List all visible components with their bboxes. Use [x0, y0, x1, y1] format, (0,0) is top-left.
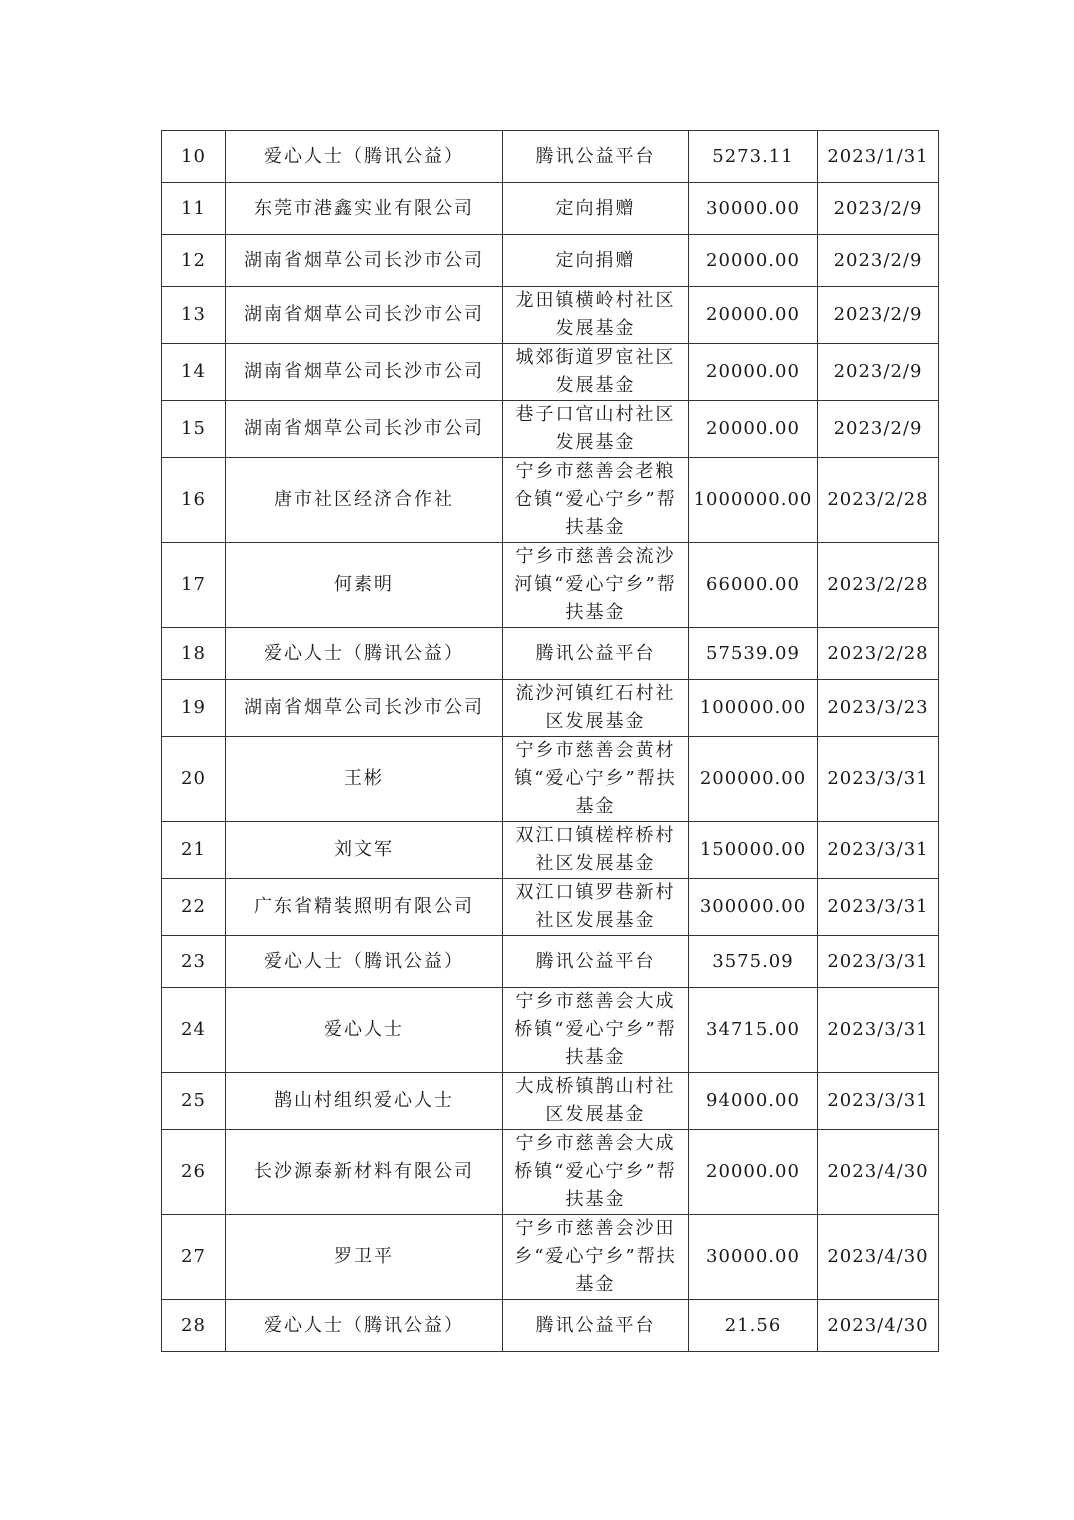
row-number-cell: 24 [162, 988, 226, 1073]
amount-cell: 94000.00 [689, 1073, 818, 1130]
table-row [162, 680, 939, 737]
row-number-cell: 17 [162, 543, 226, 628]
table-row [162, 1073, 939, 1130]
donor-cell: 爱心人士（腾讯公益） [226, 131, 503, 183]
date-cell: 2023/2/9 [818, 235, 939, 287]
table-row [162, 822, 939, 879]
donor-cell: 刘文军 [226, 822, 503, 879]
donor-cell: 鹊山村组织爱心人士 [226, 1073, 503, 1130]
donor-cell: 罗卫平 [226, 1215, 503, 1300]
row-number-cell: 14 [162, 344, 226, 401]
table-row [162, 131, 939, 183]
row-number-cell: 12 [162, 235, 226, 287]
table-row [162, 287, 939, 344]
row-number-cell: 23 [162, 936, 226, 988]
amount-cell: 20000.00 [689, 344, 818, 401]
date-cell: 2023/2/9 [818, 183, 939, 235]
purpose-cell: 大成桥镇鹊山村社区发展基金 [503, 1073, 689, 1130]
amount-cell: 21.56 [689, 1300, 818, 1352]
donor-cell: 湖南省烟草公司长沙市公司 [226, 235, 503, 287]
table-row [162, 543, 939, 628]
row-number-cell: 21 [162, 822, 226, 879]
purpose-cell: 定向捐赠 [503, 235, 689, 287]
amount-cell: 150000.00 [689, 822, 818, 879]
row-number-cell: 19 [162, 680, 226, 737]
donor-cell: 唐市社区经济合作社 [226, 458, 503, 543]
table-body [162, 131, 939, 1352]
date-cell: 2023/4/30 [818, 1215, 939, 1300]
amount-cell: 57539.09 [689, 628, 818, 680]
donor-cell: 湖南省烟草公司长沙市公司 [226, 401, 503, 458]
amount-cell: 3575.09 [689, 936, 818, 988]
donor-cell: 长沙源泰新材料有限公司 [226, 1130, 503, 1215]
table-row [162, 988, 939, 1073]
row-number-cell: 27 [162, 1215, 226, 1300]
date-cell: 2023/3/31 [818, 822, 939, 879]
date-cell: 2023/2/9 [818, 287, 939, 344]
table-row [162, 1130, 939, 1215]
date-cell: 2023/3/31 [818, 936, 939, 988]
table-row [162, 1215, 939, 1300]
purpose-cell: 宁乡市慈善会大成桥镇“爱心宁乡”帮扶基金 [503, 1130, 689, 1215]
row-number-cell: 16 [162, 458, 226, 543]
purpose-cell: 宁乡市慈善会老粮仓镇“爱心宁乡”帮扶基金 [503, 458, 689, 543]
donor-cell: 爱心人士（腾讯公益） [226, 936, 503, 988]
date-cell: 2023/2/9 [818, 401, 939, 458]
donation-table [161, 130, 939, 1352]
purpose-cell: 腾讯公益平台 [503, 131, 689, 183]
date-cell: 2023/3/31 [818, 988, 939, 1073]
amount-cell: 20000.00 [689, 1130, 818, 1215]
purpose-cell: 宁乡市慈善会流沙河镇“爱心宁乡”帮扶基金 [503, 543, 689, 628]
purpose-cell: 城郊街道罗宦社区发展基金 [503, 344, 689, 401]
donor-cell: 何素明 [226, 543, 503, 628]
row-number-cell: 20 [162, 737, 226, 822]
amount-cell: 1000000.00 [689, 458, 818, 543]
purpose-cell: 流沙河镇红石村社区发展基金 [503, 680, 689, 737]
row-number-cell: 18 [162, 628, 226, 680]
table-row [162, 1300, 939, 1352]
row-number-cell: 25 [162, 1073, 226, 1130]
donor-cell: 爱心人士（腾讯公益） [226, 1300, 503, 1352]
date-cell: 2023/2/9 [818, 344, 939, 401]
donor-cell: 湖南省烟草公司长沙市公司 [226, 344, 503, 401]
purpose-cell: 宁乡市慈善会沙田乡“爱心宁乡”帮扶基金 [503, 1215, 689, 1300]
purpose-cell: 定向捐赠 [503, 183, 689, 235]
date-cell: 2023/1/31 [818, 131, 939, 183]
purpose-cell: 双江口镇槎梓桥村社区发展基金 [503, 822, 689, 879]
table-row [162, 401, 939, 458]
row-number-cell: 15 [162, 401, 226, 458]
amount-cell: 20000.00 [689, 401, 818, 458]
amount-cell: 20000.00 [689, 235, 818, 287]
date-cell: 2023/2/28 [818, 458, 939, 543]
purpose-cell: 腾讯公益平台 [503, 1300, 689, 1352]
purpose-cell: 腾讯公益平台 [503, 628, 689, 680]
row-number-cell: 11 [162, 183, 226, 235]
donor-cell: 爱心人士 [226, 988, 503, 1073]
table-row [162, 344, 939, 401]
purpose-cell: 宁乡市慈善会黄材镇“爱心宁乡”帮扶基金 [503, 737, 689, 822]
date-cell: 2023/3/31 [818, 879, 939, 936]
donor-cell: 湖南省烟草公司长沙市公司 [226, 287, 503, 344]
table-row [162, 879, 939, 936]
donor-cell: 王彬 [226, 737, 503, 822]
row-number-cell: 10 [162, 131, 226, 183]
purpose-cell: 腾讯公益平台 [503, 936, 689, 988]
row-number-cell: 22 [162, 879, 226, 936]
donor-cell: 湖南省烟草公司长沙市公司 [226, 680, 503, 737]
amount-cell: 34715.00 [689, 988, 818, 1073]
row-number-cell: 13 [162, 287, 226, 344]
row-number-cell: 28 [162, 1300, 226, 1352]
amount-cell: 300000.00 [689, 879, 818, 936]
amount-cell: 30000.00 [689, 183, 818, 235]
table-row [162, 936, 939, 988]
table-row [162, 183, 939, 235]
table-row [162, 737, 939, 822]
donor-cell: 爱心人士（腾讯公益） [226, 628, 503, 680]
amount-cell: 200000.00 [689, 737, 818, 822]
amount-cell: 30000.00 [689, 1215, 818, 1300]
amount-cell: 100000.00 [689, 680, 818, 737]
date-cell: 2023/4/30 [818, 1130, 939, 1215]
purpose-cell: 双江口镇罗巷新村社区发展基金 [503, 879, 689, 936]
date-cell: 2023/4/30 [818, 1300, 939, 1352]
amount-cell: 5273.11 [689, 131, 818, 183]
table-row [162, 628, 939, 680]
row-number-cell: 26 [162, 1130, 226, 1215]
table-row [162, 458, 939, 543]
donor-cell: 东莞市港鑫实业有限公司 [226, 183, 503, 235]
date-cell: 2023/3/31 [818, 737, 939, 822]
purpose-cell: 巷子口官山村社区发展基金 [503, 401, 689, 458]
amount-cell: 20000.00 [689, 287, 818, 344]
purpose-cell: 宁乡市慈善会大成桥镇“爱心宁乡”帮扶基金 [503, 988, 689, 1073]
date-cell: 2023/3/23 [818, 680, 939, 737]
amount-cell: 66000.00 [689, 543, 818, 628]
date-cell: 2023/2/28 [818, 628, 939, 680]
donor-cell: 广东省精装照明有限公司 [226, 879, 503, 936]
table-row [162, 235, 939, 287]
purpose-cell: 龙田镇横岭村社区发展基金 [503, 287, 689, 344]
date-cell: 2023/3/31 [818, 1073, 939, 1130]
date-cell: 2023/2/28 [818, 543, 939, 628]
